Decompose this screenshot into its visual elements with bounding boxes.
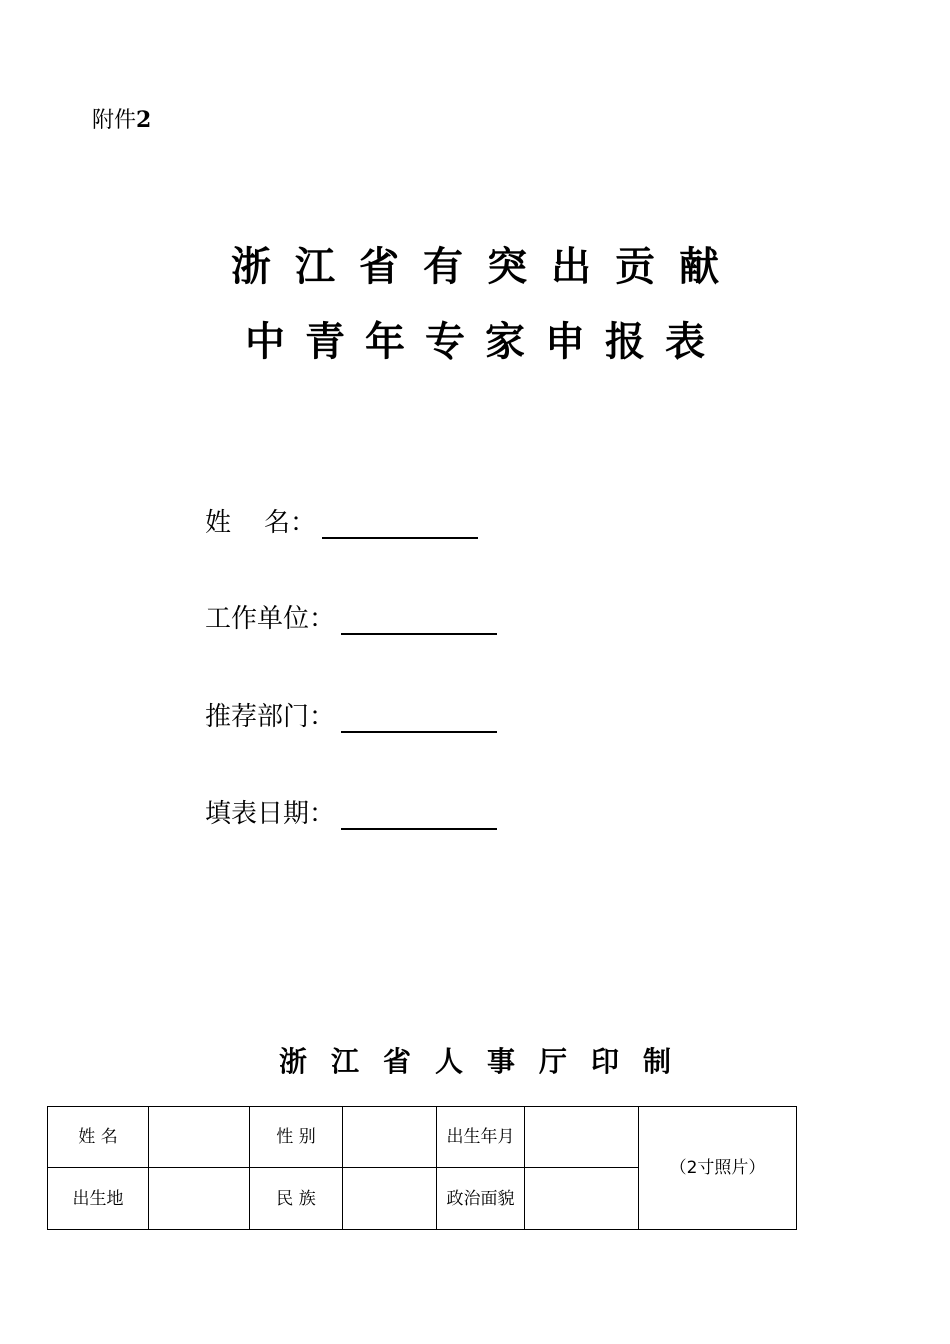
photo-cell: （2寸照片）	[639, 1107, 797, 1230]
name-field	[205, 502, 478, 539]
attachment-prefix: 附件	[92, 108, 137, 133]
document-title-line2: 中青年专家申报表	[245, 319, 725, 365]
recommending-dept-field	[205, 696, 497, 733]
birthplace-cell-value[interactable]	[149, 1168, 250, 1230]
printer-credit: 浙江省人事厅印制	[278, 1045, 695, 1078]
work-unit-field-label: 工作单位：	[205, 604, 336, 634]
gender-cell-value[interactable]	[343, 1107, 437, 1168]
name-cell-value[interactable]	[149, 1107, 250, 1168]
fill-date-field-label: 填表日期：	[205, 799, 336, 829]
fill-date-field-blank[interactable]	[341, 802, 497, 830]
name-field-blank[interactable]	[322, 511, 478, 539]
fill-date-field	[205, 793, 497, 830]
work-unit-field	[205, 598, 497, 635]
attachment-number: 2	[136, 107, 152, 133]
name-field-label: 姓 名：	[205, 508, 317, 538]
gender-cell-label: 性 别	[250, 1107, 343, 1168]
recommending-dept-field-blank[interactable]	[341, 705, 497, 733]
table-row	[48, 1107, 797, 1168]
birthplace-cell-label: 出生地	[48, 1168, 149, 1230]
personal-info-table	[47, 1106, 797, 1230]
ethnicity-cell-label: 民 族	[250, 1168, 343, 1230]
work-unit-field-blank[interactable]	[341, 607, 497, 635]
ethnicity-cell-value[interactable]	[343, 1168, 437, 1230]
recommending-dept-field-label: 推荐部门：	[205, 702, 336, 732]
document-title-line1: 浙江省有突出贡献	[231, 244, 743, 290]
attachment-label	[92, 103, 151, 134]
political-status-cell-value[interactable]	[525, 1168, 639, 1230]
name-cell-label: 姓 名	[48, 1107, 149, 1168]
birth-date-cell-value[interactable]	[525, 1107, 639, 1168]
political-status-cell-label: 政治面貌	[437, 1168, 525, 1230]
birth-date-cell-label: 出生年月	[437, 1107, 525, 1168]
